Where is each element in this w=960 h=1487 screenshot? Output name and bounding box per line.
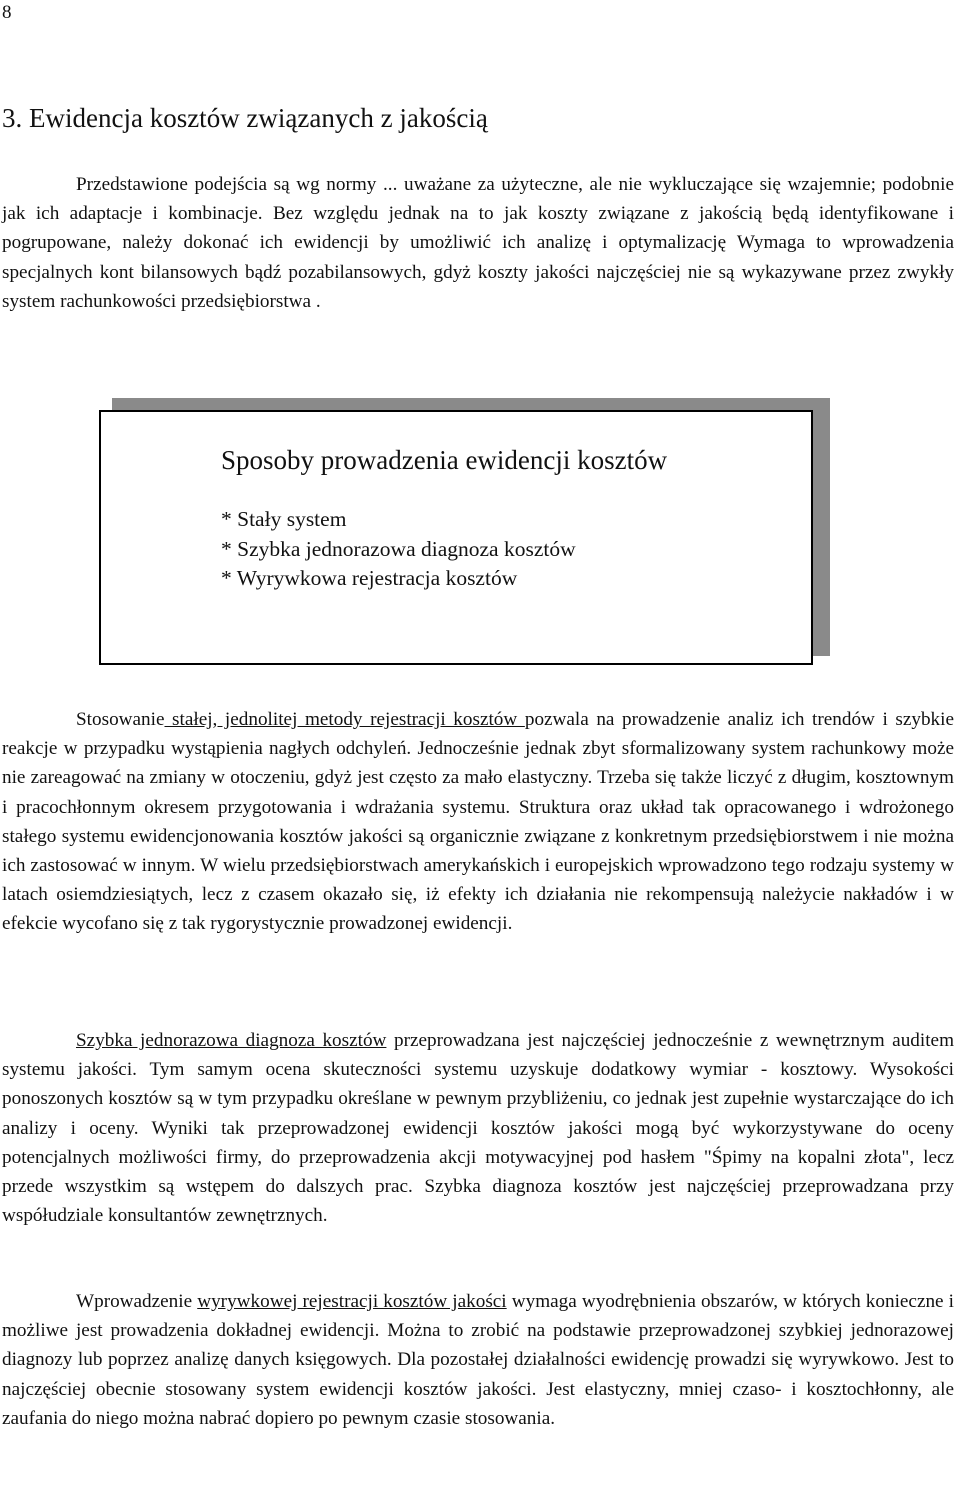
list-item: * Stały system <box>221 507 347 531</box>
paragraph-lead: Stosowanie <box>76 709 165 730</box>
underlined-term: stałej, jednolitej metody rejestracji kosztów <box>164 709 525 730</box>
paragraph-body: wymaga wyodrębnienia obszarów, w których konieczne i możliwe jest prowadzenia dokładnej ewidencji. Można to zrobić na podstawie przeprowadzonej szybkiej jednorazowej diagnozy lub poprzez analizę danych księgowych. Dla pozostałej działalności ewidencję prowadzi się wyrywkowo. Jest to najczęściej obecnie stosowany system ewidencji kosztów jakości. Jest elastyczny, mniej czaso- i kosztochłonny, ale zaufania do niego można nabrać dopiero po pewnym czasie stosowania. <box>2 1291 955 1429</box>
section-title: 3. Ewidencja kosztów związanych z jakością <box>2 103 488 133</box>
methods-box <box>99 410 813 665</box>
methods-list <box>221 505 576 594</box>
random-registration-paragraph <box>2 1287 954 1433</box>
list-item: * Wyrywkowa rejestracja kosztów <box>221 566 518 590</box>
underlined-term: Szybka jednorazowa diagnoza kosztów <box>76 1030 387 1051</box>
intro-paragraph: Przedstawione podejścia są wg normy ... uważane za użyteczne, ale nie wykluczające się wzajemnie; podobnie jak ich adaptacje i kombinacje. Bez względu jednak na to jak koszty związane z jakością będą identyfikowane i pogrupowane, należy dokonać ich ewidencji by umożliwić ich analizę i optymalizację Wymaga to wprowadzenia specjalnych kont bilansowych bądź pozabilansowych, gdyż koszty jakości najczęściej nie są wykazywane przez zwykły system rachunkowości przedsiębiorstwa . <box>2 174 954 312</box>
fixed-system-paragraph <box>2 705 954 939</box>
paragraph-body: pozwala na prowadzenie analiz ich trendów i szybkie reakcje w przypadku wystąpienia nagłych odchyleń. Jednocześnie jednak zbyt sformalizowany system rachunkowy może nie zareagować na zmiany w otoczeniu, gdyż jest często za mało elastyczny. Trzeba się także liczyć z długim, kosztownym i pracochłonnym okresem przygotowania i wdrażania systemu. Struktura oraz układ tak opracowanego i wdrożonego stałego systemu ewidencjonowania kosztów jakości są organicznie związane z konkretnym przedsiębiorstwem i nie można ich zastosować w innym. W wielu przedsiębiorstwach amerykańskich i europejskich wprowadzono tego rodzaju systemy w latach osiemdziesiątych, lecz z czasem okazało się, iż efekty ich działania nie rekompensują należycie nakładów i w efekcie wycofano się z tak rygorystycznie prowadzonej ewidencji. <box>2 709 954 935</box>
underlined-term: wyrywkowej rejestracji kosztów jakości <box>197 1291 507 1312</box>
paragraph-body: przeprowadzana jest najczęściej jednocześnie z wewnętrznym auditem systemu jakości. Tym samym ocena skuteczności systemu uzyskuje dodatkowy wymiar - kosztowy. Wysokości ponoszonych kosztów są w tym przypadku określane w pewnym przybliżeniu, co jednak jest zupełnie wystarczające do ich analizy i oceny. Wyniki tak przeprowadzonej ewidencji kosztów jakości mogą być wykorzystywane do oceny potencjalnych możliwości firmy, do przeprowadzenia akcji motywacyjnej pod hasłem "Śpimy na kopalni złota", lecz przede wszystkim są wstępem do dalszych prac. Szybka diagnoza kosztów jest najczęściej przeprowadzana przy współudziale konsultantów zewnętrznych. <box>2 1030 954 1227</box>
page-number: 8 <box>2 2 12 23</box>
quick-diagnosis-paragraph <box>2 1026 954 1230</box>
paragraph-lead: Wprowadzenie <box>76 1291 198 1312</box>
methods-box-title: Sposoby prowadzenia ewidencji kosztów <box>221 445 668 475</box>
list-item: * Szybka jednorazowa diagnoza kosztów <box>221 536 576 561</box>
